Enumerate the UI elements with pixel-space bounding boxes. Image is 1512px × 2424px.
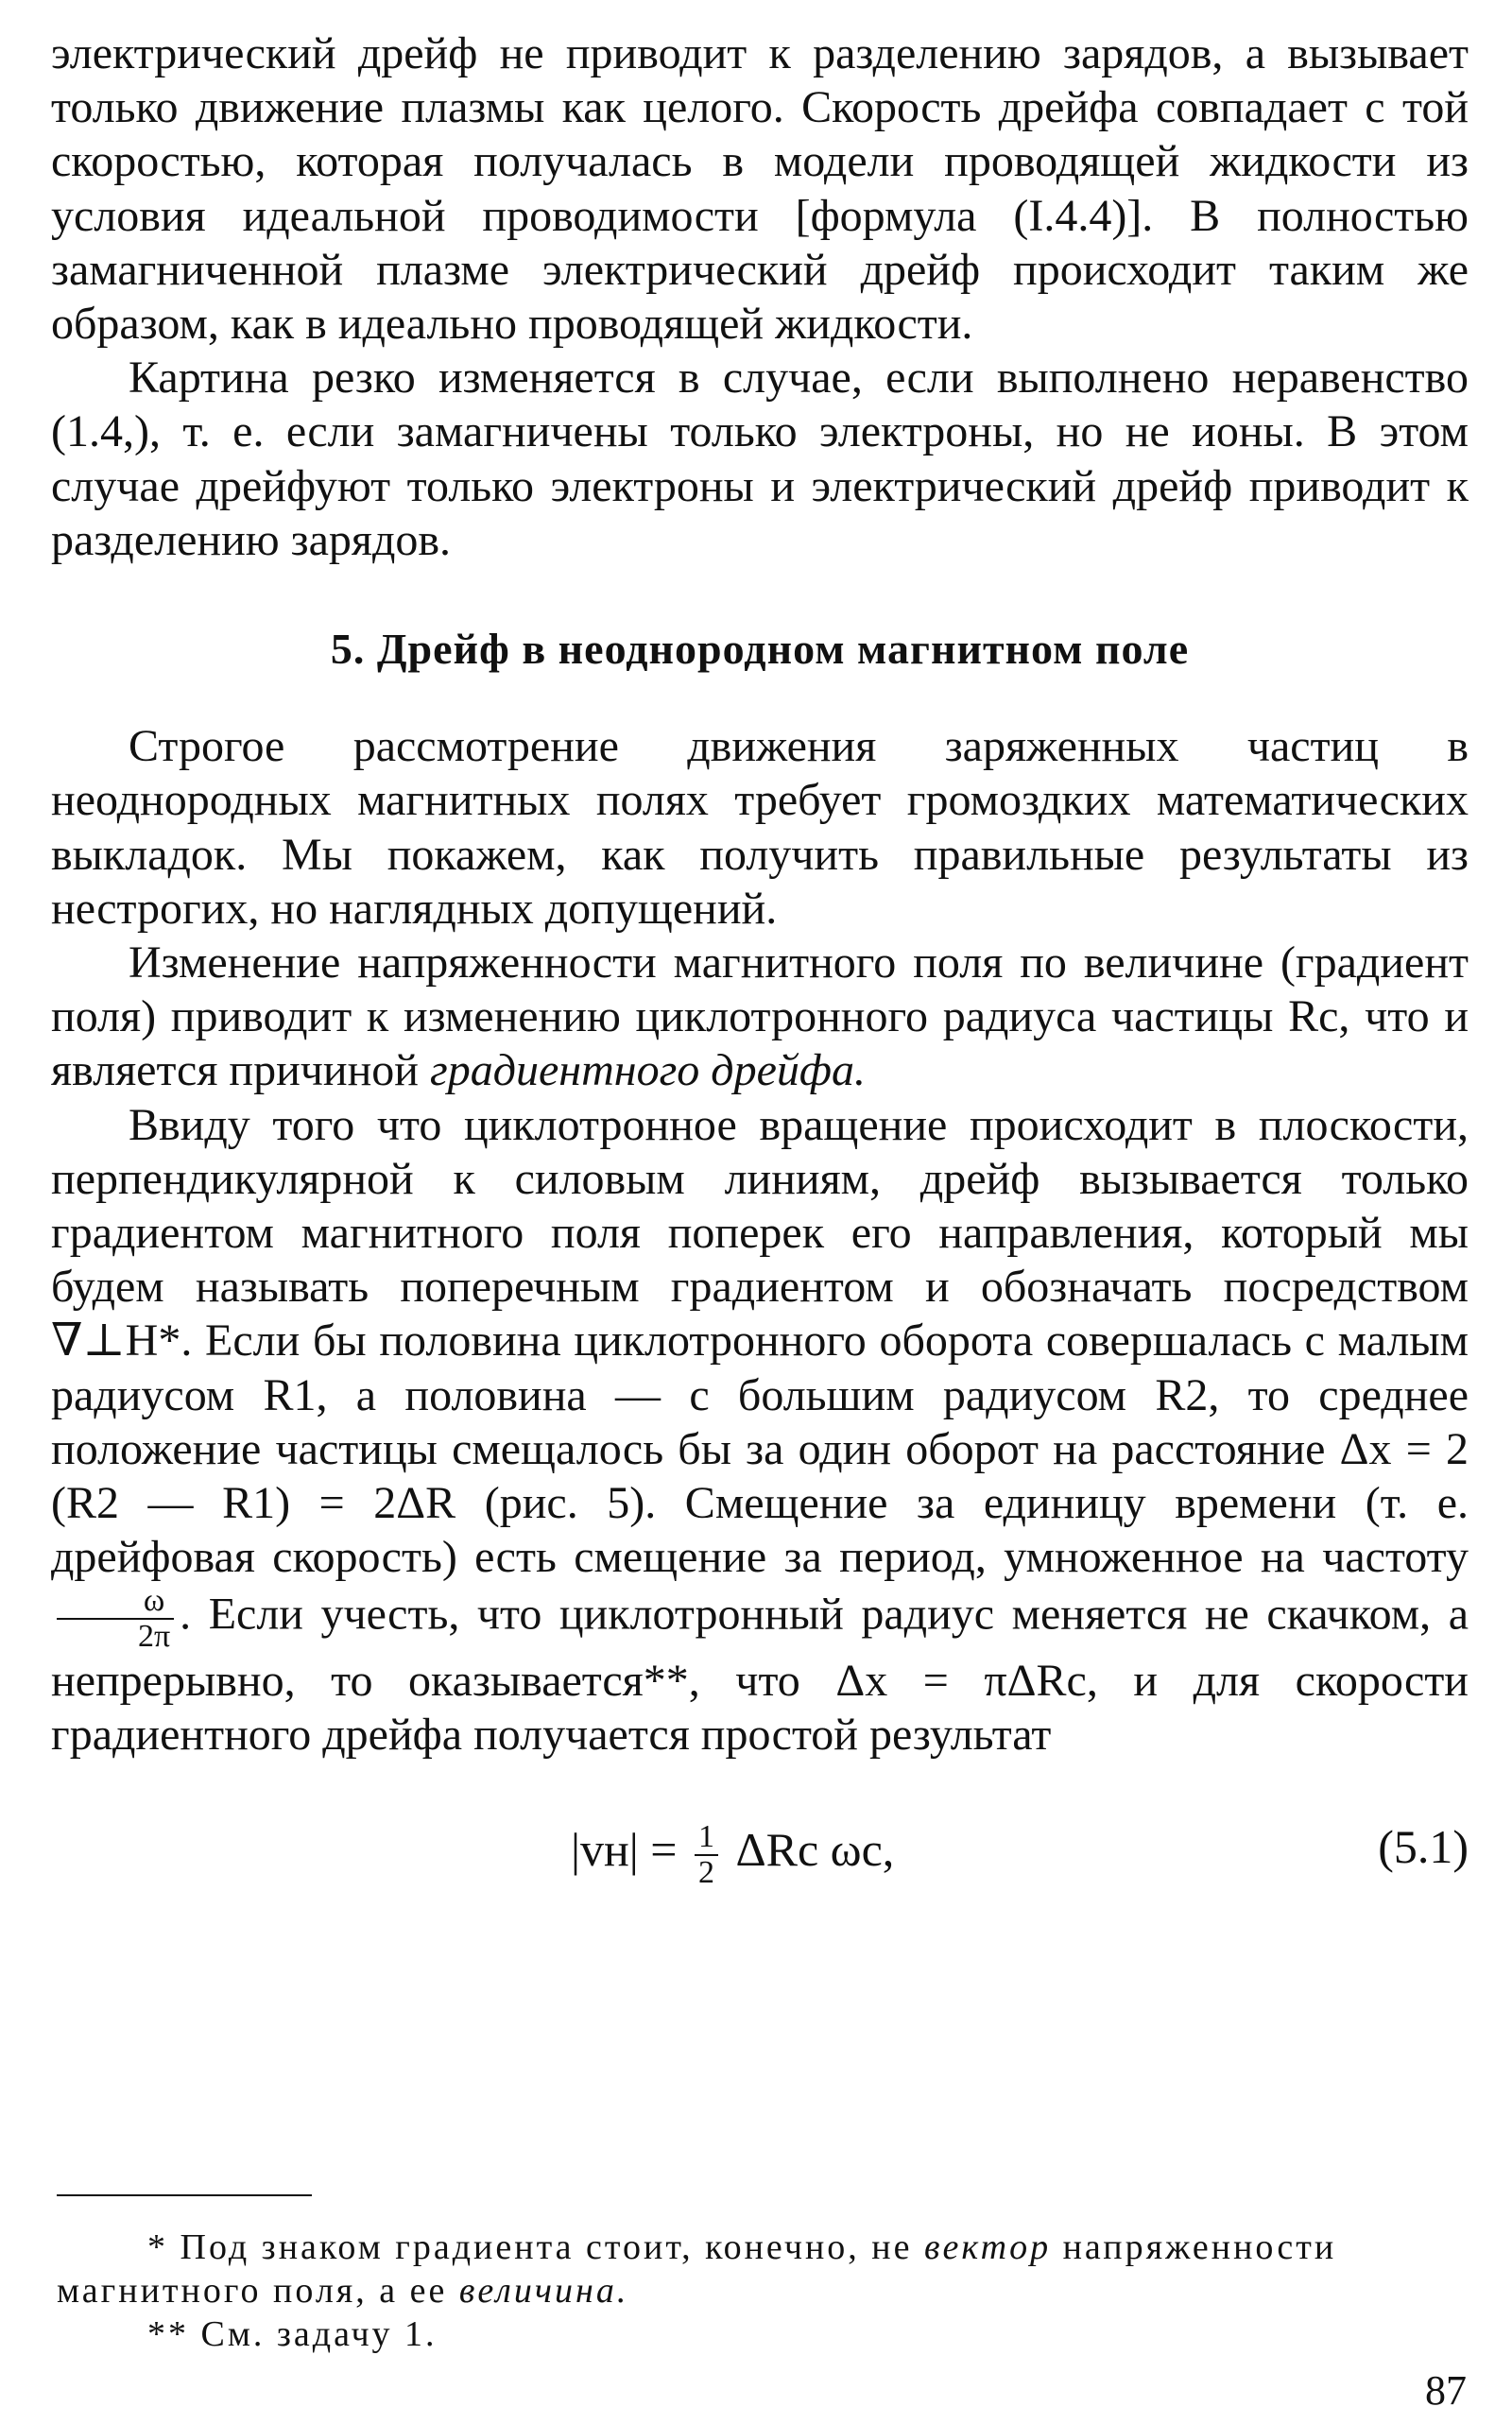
frequency-numerator: ω [57,1584,174,1620]
footnote-1-part-a: * Под знаком градиента стоит, конечно, не [147,2227,913,2267]
cyclotron-text-part1: Ввиду того что циклотронное вращение происходит в плоскости, перпендикулярной к силовым линиям, дрейф вызывается только градиентом магнитного поля поперек его направления, который мы будем называть поперечным градиентом и обозначать посредством ∇⊥H*. Если бы половина циклотронного оборота совершалась с малым радиусом R1, а половина — с большим радиусом R2, то среднее положение частицы смещалось бы за один оборот на расстояние Δx = 2 (R2 — R1) = 2ΔR (рис. 5). Смещение за единицу времени (т. е. дрейфовая скорость) есть смещение за период, умноженное на частоту [51,1099,1469,1583]
paragraph-gradient-change [51,936,1469,1098]
equation-lhs: |vн| = [571,1823,678,1877]
cyclotron-text-part2: . Если учесть, что циклотронный радиус меняется не скачком, а непрерывно, то оказывается**, что Δx = πΔRc, и для скорости градиентного дрейфа получается простой результат [51,1590,1469,1761]
footnote-2: ** См. задачу 1. [147,2314,438,2354]
paragraph-picture-changes: Картина резко изменяется в случае, если выполнено неравенство (1.4,), т. е. если замагничены только электроны, но не ионы. В этом случае дрейфуют только электроны и электрический дрейф приводит к разделению зарядов. [51,352,1469,565]
equation-fraction-denominator: 2 [697,1854,714,1890]
equation-rhs: ΔRc ωc, [735,1823,895,1877]
footnote-1-vector: вектор [924,2227,1052,2267]
footnote-divider [57,2194,312,2196]
footnote-1 [57,2226,1467,2312]
gradient-change-text: Изменение напряженности магнитного поля по величине (градиент поля) приводит к изменению циклотронного радиуса частицы Rc, что и является причиной [51,937,1469,1096]
footnote-1-part-c: напряженности магнитного поля, а ее [57,2227,1337,2311]
gradient-drift-term: градиентного дрейфа. [429,1045,866,1096]
equation-fraction-numerator: 1 [695,1820,718,1856]
section-heading: 5. Дрейф в неоднородном магнитном поле [330,625,1190,674]
footnote-1-magnitude: величина. [458,2271,629,2311]
equation-number: (5.1) [1378,1820,1469,1874]
body-text [51,26,1469,1911]
paragraph-strict-treatment: Строгое рассмотрение движения заряженных частиц в неоднородных магнитных полях требует громоздких математических выкладок. Мы покажем, как получить правильные результаты из нестрогих, но наглядных допущений. [51,721,1469,934]
page-number: 87 [1425,2367,1467,2414]
footnotes [57,2226,1467,2356]
paragraph-electric-drift: электрический дрейф не приводит к разделению зарядов, а вызывает только движение плазмы как целого. Скорость дрейфа совпадает с той скоростью, которая получалась в модели проводящей жидкости из условия идеальной проводимости [формула (I.4.4)]. В полностью замагниченной плазме электрический дрейф происходит таким же образом, как в идеально проводящей жидкости. [51,28,1469,350]
equation-fraction [695,1820,718,1889]
paragraph-cyclotron-rotation [51,1098,1469,1762]
frequency-fraction [57,1584,174,1653]
equation-5-1 [51,1797,1469,1911]
frequency-denominator: 2π [138,1619,171,1655]
equation-body [571,1820,894,1889]
